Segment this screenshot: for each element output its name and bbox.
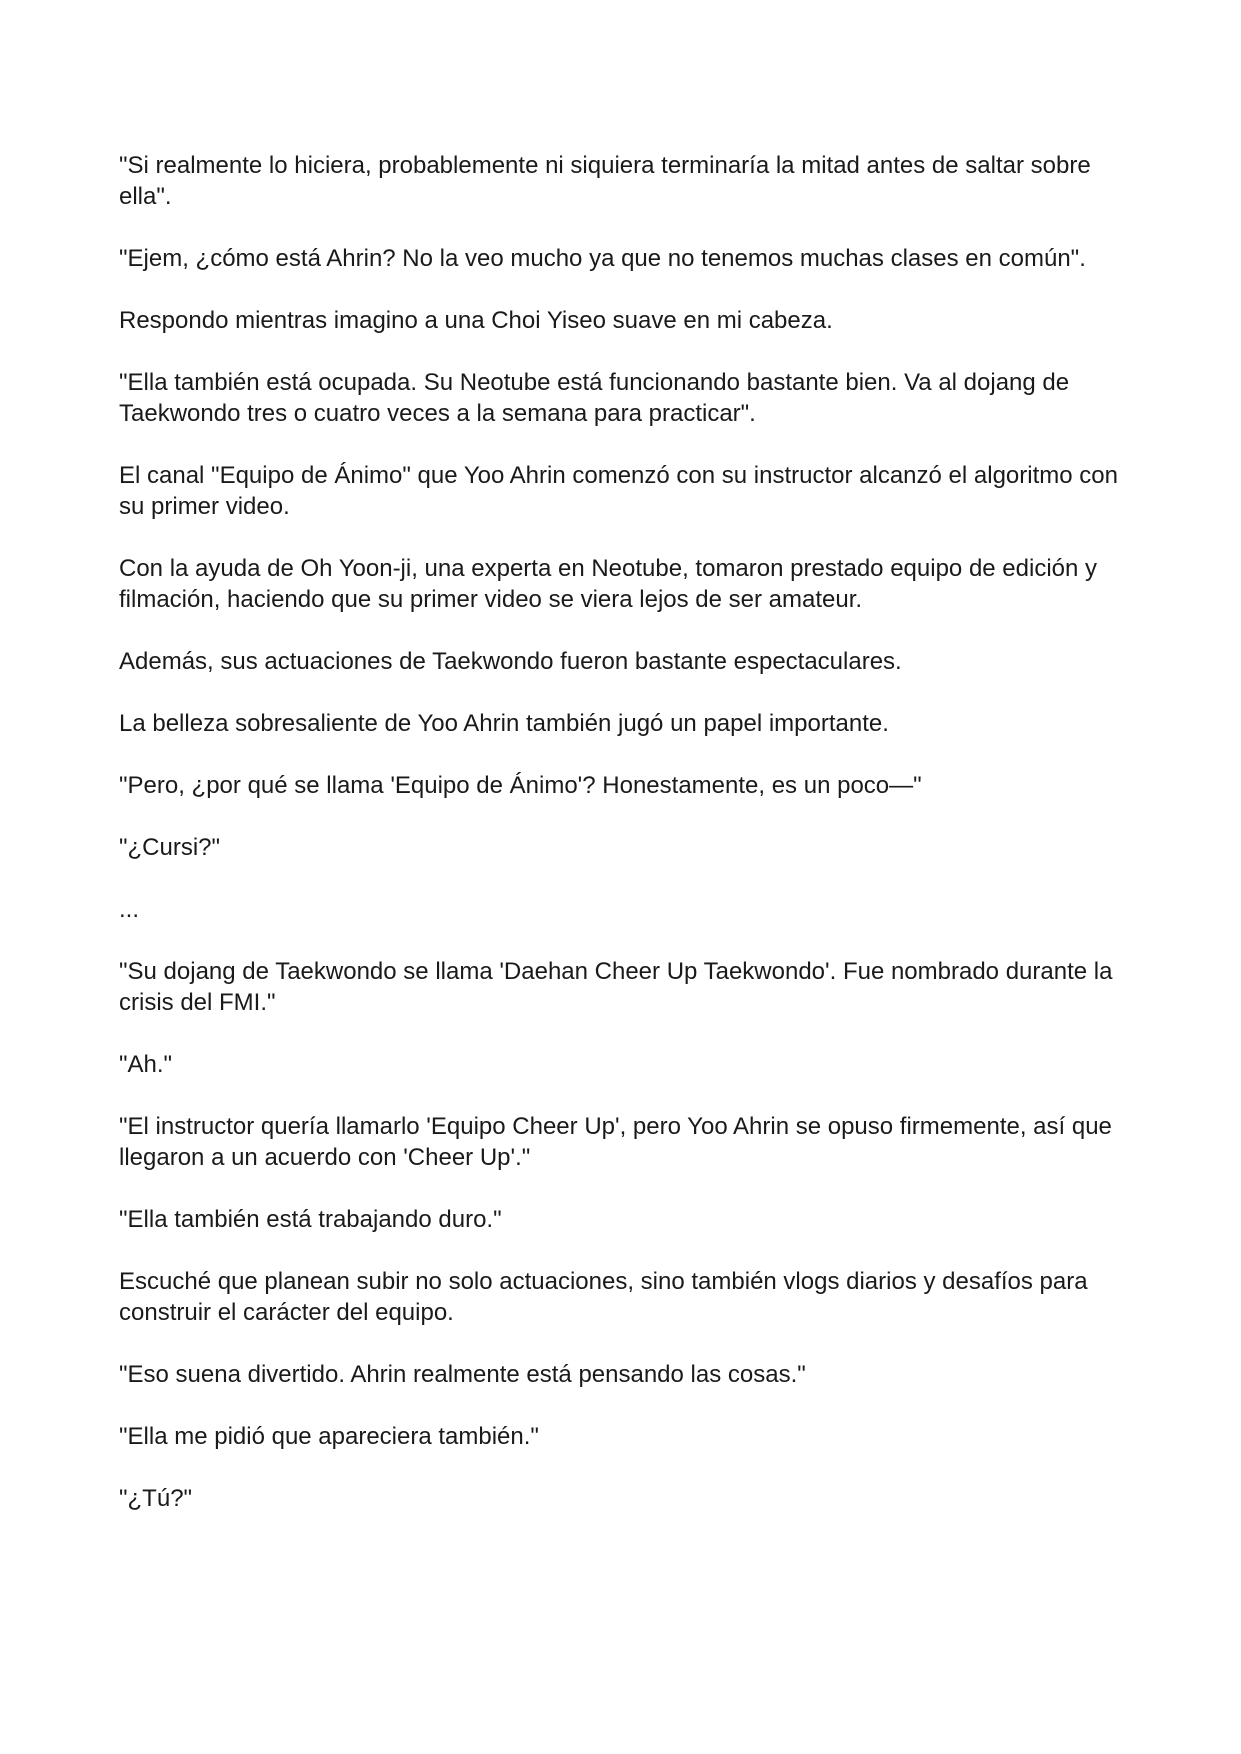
paragraph: "Ella también está ocupada. Su Neotube está funcionando bastante bien. Va al dojang de Taekwondo tres o cuatro veces a la semana para practicar". [119, 369, 1070, 427]
paragraph: El canal "Equipo de Ánimo" que Yoo Ahrin comenzó con su instructor alcanzó el algoritmo con su primer video. [119, 462, 1118, 520]
paragraph: Además, sus actuaciones de Taekwondo fueron bastante espectaculares. [119, 648, 902, 675]
paragraph: "¿Tú?" [119, 1485, 193, 1512]
paragraph: "Ejem, ¿cómo está Ahrin? No la veo mucho ya que no tenemos muchas clases en común". [119, 245, 1086, 272]
paragraph: "Pero, ¿por qué se llama 'Equipo de Ánimo'? Honestamente, es un poco—" [119, 772, 922, 799]
paragraph: Escuché que planean subir no solo actuaciones, sino también vlogs diarios y desafíos para construir el carácter del equipo. [119, 1268, 1088, 1326]
paragraph: La belleza sobresaliente de Yoo Ahrin también jugó un papel importante. [119, 710, 889, 737]
paragraph: "El instructor quería llamarlo 'Equipo Cheer Up', pero Yoo Ahrin se opuso firmemente, así que llegaron a un acuerdo con 'Cheer Up'." [119, 1113, 1112, 1171]
paragraph: "Si realmente lo hiciera, probablemente ni siquiera terminaría la mitad antes de saltar sobre ella". [119, 152, 1091, 210]
paragraph: Respondo mientras imagino a una Choi Yiseo suave en mi cabeza. [119, 307, 833, 334]
paragraph: "Su dojang de Taekwondo se llama 'Daehan Cheer Up Taekwondo'. Fue nombrado durante la crisis del FMI." [119, 958, 1113, 1016]
paragraph: ... [119, 896, 140, 923]
paragraph: "Ella me pidió que apareciera también." [119, 1423, 539, 1450]
paragraph: "Ah." [119, 1051, 173, 1078]
paragraph: Con la ayuda de Oh Yoon-ji, una experta en Neotube, tomaron prestado equipo de edición y filmación, haciendo que su primer video se viera lejos de ser amateur. [119, 555, 1098, 613]
paragraph: "Ella también está trabajando duro." [119, 1206, 502, 1233]
paragraph: "¿Cursi?" [119, 834, 221, 861]
paragraph: "Eso suena divertido. Ahrin realmente está pensando las cosas." [119, 1361, 806, 1388]
